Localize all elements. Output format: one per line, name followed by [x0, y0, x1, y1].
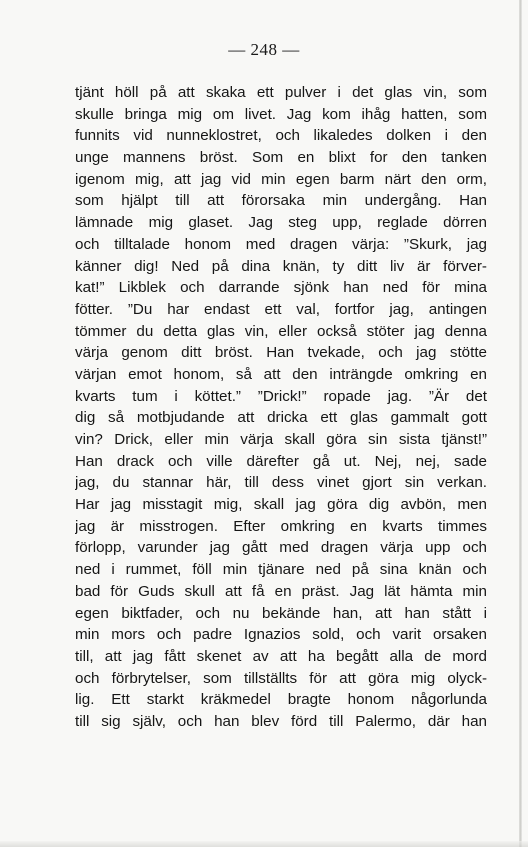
page-number: — 248 — [228, 40, 300, 59]
text-line: funnits vid nunneklostret, och likaledes dolken i den [75, 127, 487, 145]
text-line: och förbrytelser, som tillställts för att göra mig olyck- [75, 669, 487, 687]
text-line: jag, du stannar här, till dess vinet gjort sin verkan. [75, 474, 487, 492]
text-line: min mors och padre Ignazios sold, och varit orsaken [75, 626, 487, 644]
text-line: Har jag misstagit mig, skall jag göra dig avbön, men [75, 496, 487, 514]
text-line: egen biktfader, och nu bekände han, att han stått i [75, 604, 487, 622]
text-line: igenom mig, att jag vid min egen barm närt den orm, [75, 170, 487, 188]
text-line: tömmer du detta glas vin, eller också stöter jag denna [75, 322, 487, 340]
text-line: dig så motbjudande att dricka ett glas gammalt gott [75, 409, 487, 427]
text-line: kvarts tum i köttet.” ”Drick!” ropade jag. ”Är det [75, 387, 487, 405]
text-line: till sig själv, och han blev förd till Palermo, där han [75, 712, 487, 730]
text-line: lig. Ett starkt kräkmedel bragte honom någorlunda [75, 691, 487, 709]
text-line: lämnade mig glaset. Jag steg upp, reglade dörren [75, 214, 487, 232]
text-line: vin? Drick, eller min värja skall göra sin sista tjänst!” [75, 431, 487, 448]
text-line: kat!” Likblek och darrande sjönk han ned för mina [75, 279, 487, 297]
text-line: fötter. ”Du har endast ett val, fortfor jag, antingen [75, 300, 487, 318]
text-line: Han drack och ville därefter gå ut. Nej, nej, sade [75, 452, 487, 470]
text-line: värja genom ditt bröst. Han tvekade, och jag stötte [75, 344, 487, 362]
text-line: och tilltalade honom med dragen värja: ”Skurk, jag [75, 235, 487, 253]
text-line: tjänt höll på att skaka ett pulver i det glas vin, som [75, 84, 487, 101]
text-line: unge mannens bröst. Som en blixt for den tanken [75, 149, 487, 167]
text-line: förlopp, varunder jag gått med dragen värja upp och [75, 539, 487, 557]
text-line: ned i rummet, föll min tjänare ned på sina knän och [75, 561, 487, 579]
text-line: jag är misstrogen. Efter omkring en kvarts timmes [75, 517, 487, 535]
page-edge-bottom [0, 841, 528, 847]
text-line: som hjälpt till att förorsaka min undergång. Han [75, 192, 487, 210]
body-text [75, 82, 487, 733]
text-line: känner dig! Ned på dina knän, ty ditt liv är förver- [75, 257, 487, 275]
text-line: till, att jag fått skenet av att ha begått alla de mord [75, 647, 487, 665]
text-line: skulle bringa mig om livet. Jag kom ihåg hatten, som [75, 105, 487, 123]
text-line: värjan emot honom, så att den inträngde omkring en [75, 365, 487, 383]
page-edge-right [519, 0, 522, 847]
text-line: bad för Guds skull att få en präst. Jag lät hämta min [75, 582, 487, 600]
